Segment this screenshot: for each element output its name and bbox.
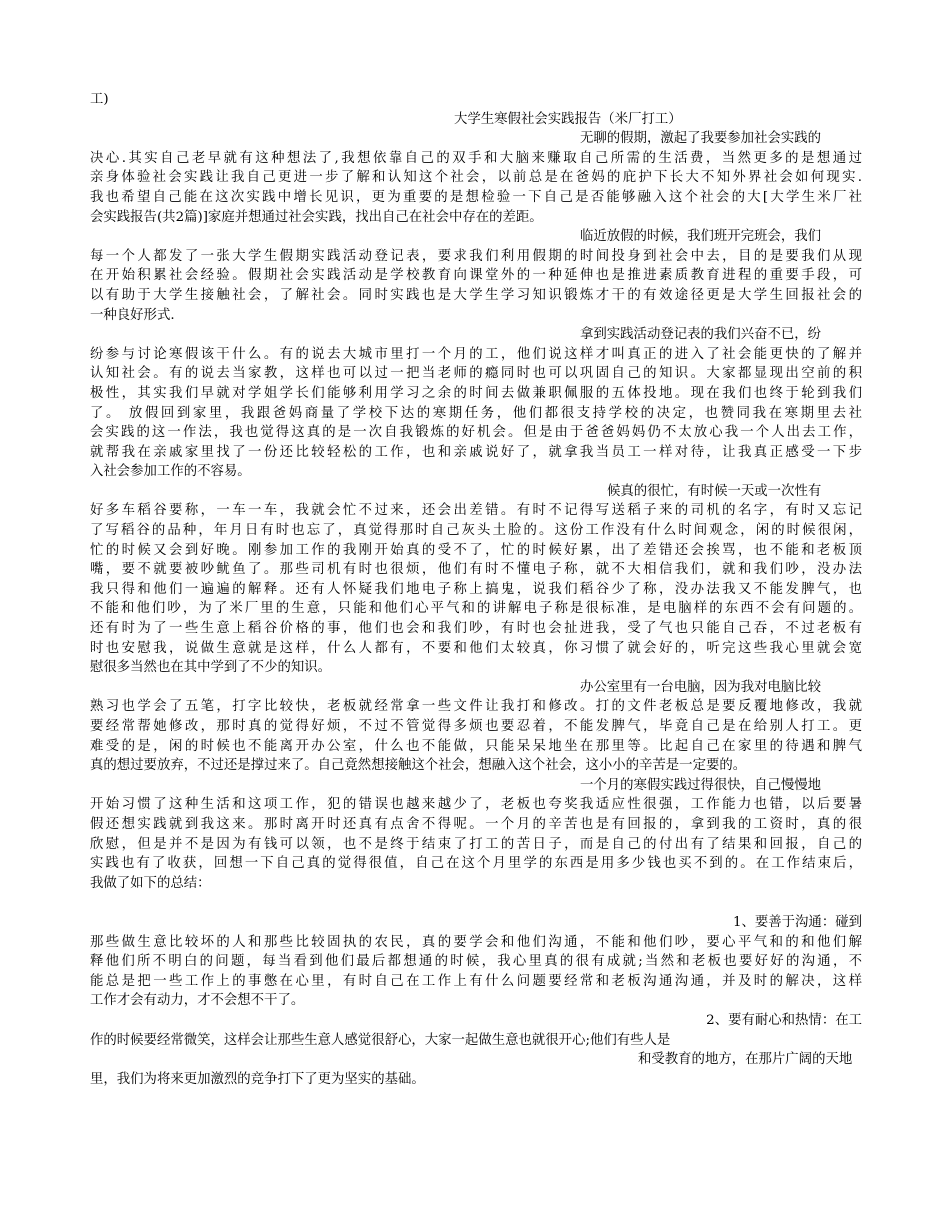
paragraph <box>90 1050 862 1089</box>
paragraph-lead: 2、要有耐心和热情：在工 <box>706 1012 862 1028</box>
paragraph <box>90 482 862 678</box>
paragraph-line: 在开始积累社会经验。假期社会实践活动是学校教育向课堂外的一种延伸也是推进素质教育进程的重要手段，可 <box>90 268 862 284</box>
paragraph-lead: 临近放假的时候，我们班开完班会，我们 <box>580 229 822 245</box>
paragraph-line: 还有时为了一些生意上稻谷价格的事，他们也会和我们吵，有时也会扯进我，受了气也只能自己吞，不过老板有 <box>90 621 862 637</box>
paragraph-line: 会实践报告(共2篇)]家庭并想通过社会实践，找出自己在社会中存在的差距。 <box>90 209 543 225</box>
paragraph-line: 我也希望自己能在这次实践中增长见识，更为重要的是想检验一下自己是否能够融入这个社会的大[大学生米厂社 <box>90 189 862 205</box>
paragraph-line: 真的想过要放弃，不过还是撑过来了。自己竟然想接触这个社会，想融入这个社会，这小小的辛苦是一定要的。 <box>90 758 747 774</box>
paragraph-line: 实践也有了收获，回想一下自己真的觉得很值，自己在这个月里学的东西是用多少钱也买不到的。在工作结束后， <box>90 856 862 872</box>
paragraph-line: 不能和他们吵，为了米厂里的生意，只能和他们心平气和的讲解电子称是很标准，是电脑样的东西不会有问题的。 <box>90 601 862 617</box>
top-fragment: 工) <box>90 92 109 107</box>
paragraph-lead: 1、要善于沟通：碰到 <box>732 914 862 930</box>
paragraph-line: 那些做生意比较坏的人和那些比较固执的农民，真的要学会和他们沟通，不能和他们吵，要心平气和的和他们解 <box>90 934 862 950</box>
document-page <box>90 90 862 1089</box>
paragraph-line: 一种良好形式. <box>90 307 175 323</box>
paragraph-line: 里，我们为将来更加激烈的竞争打下了更为坚实的基础。 <box>90 1071 425 1087</box>
paragraph-lead: 办公室里有一台电脑，因为我对电脑比较 <box>580 679 822 695</box>
paragraph-line: 时也安慰我，说做生意就是这样，什么人都有，不要和他们太较真，你习惯了就会好的，听完这些我心里就会宽 <box>90 640 862 656</box>
paragraph-line: 工作才会有动力，才不会想不干了。 <box>90 993 305 1009</box>
paragraph-line: 开始习惯了这种生活和这项工作，犯的错误也越来越少了，老板也夸奖我适应性很强，工作能力也错，以后要暑 <box>90 797 862 813</box>
paragraph-line: 纷参与讨论寒假该干什么。有的说去大城市里打一个月的工，他们说这样才叫真正的进入了社会能更快的了解并 <box>90 346 862 362</box>
paragraph-line: 好多车稻谷要称，一车一车，我就会忙不过来，还会出差错。有时不记得写送稻子来的司机的名字，有时又忘记 <box>90 503 862 519</box>
paragraph-line: 假还想实践就到我这来。那时离开时还真有点舍不得呢。一个月的辛苦也是有回报的，拿到我的工资时，真的很 <box>90 816 862 832</box>
paragraph-line: 慰很多当然也在其中学到了不少的知识。 <box>90 660 332 676</box>
paragraph-line: 释他们所不明白的问题，每当看到他们最后都想通的时候，我心里真的很有成就;当然和老板也要好好的沟通，不 <box>90 954 862 970</box>
paragraph-line: 欣慰，但是并不是因为有钱可以领，也不是终于结束了打工的苦日子，而是自己的付出有了结果和回报，自己的 <box>90 836 862 852</box>
paragraph-line: 我只得和他们一遍遍的解释。还有人怀疑我们地电子称上搞鬼，说我们稻谷少了称，没办法我又不能发脾气，也 <box>90 581 862 597</box>
paragraph-line: 忙的时候又会到好晚。刚参加工作的我刚开始真的受不了，忙的时候好累，出了差错还会挨骂，也不能和老板顶 <box>90 542 862 558</box>
paragraph-lead: 一个月的寒假实践过得很快，自己慢慢地 <box>580 777 822 793</box>
paragraph-line: 决心.其实自己老早就有这种想法了,我想依靠自己的双手和大脑来赚取自己所需的生活费，当然更多的是想通过 <box>90 150 862 166</box>
paragraph-line: 能总是把一些工作上的事憋在心里，有时自己在工作上有什么问题要经常和老板沟通沟通，并及时的解决，这样 <box>90 973 862 989</box>
blank-line <box>90 893 862 913</box>
paragraph-lead: 拿到实践活动登记表的我们兴奋不已，纷 <box>580 327 822 343</box>
paragraph <box>90 325 862 482</box>
paragraph <box>90 1011 862 1050</box>
paragraph-line: 每一个人都发了一张大学生假期实践活动登记表，要求我们利用假期的时间投身到社会中去，目的是要我们从现 <box>90 248 862 264</box>
paragraph-line: 作的时候要经常微笑，这样会让那些生意人感觉很舒心，大家一起做生意也就很开心;他们有些人是 <box>90 1032 671 1048</box>
paragraph <box>90 913 862 1011</box>
paragraph-line: 极性，其实我们早就对学姐学长们能够利用学习之余的时间去做兼职佩服的五体投地。现在我们也终于轮到我们 <box>90 385 862 401</box>
paragraph-line: 了写稻谷的品种，年月日有时也忘了，真觉得那时自己灰头土脸的。这份工作没有什么时间观念，闲的时候很闲， <box>90 523 862 539</box>
document-title: 大学生寒假社会实践报告（米厂打工） <box>454 111 682 127</box>
paragraph <box>90 776 862 894</box>
paragraph-line: 了。 放假回到家里，我跟爸妈商量了学校下达的寒期任务，他们都很支持学校的决定，也赞同我在寒期里去社 <box>90 405 862 421</box>
paragraph <box>90 129 862 227</box>
paragraph-line: 入社会参加工作的不容易。 <box>90 464 251 480</box>
paragraph-line: 嘴，要不就要被吵鱿鱼了。那些司机有时也很烦，他们有时不懂电子称，就不大相信我们，就和我们吵，没办法 <box>90 562 862 578</box>
paragraph-line: 以有助于大学生接触社会，了解社会。同时实践也是大学生学习知识锻炼才干的有效途径更是大学生回报社会的 <box>90 287 862 303</box>
paragraph-lead: 和受教育的地方，在那片广阔的天地 <box>638 1052 853 1068</box>
paragraph-line: 亲身体验社会实践让我自己更进一步了解和认知这个社会，以前总是在爸妈的庇护下长大不知外界社会如何现实. <box>90 170 862 186</box>
paragraph-lead: 候真的很忙，有时候一天或一次性有 <box>607 483 822 499</box>
paragraph-line: 熟习也学会了五笔，打字比较快，老板就经常拿一些文件让我打和修改。打的文件老板总是要反覆地修改，我就 <box>90 699 862 715</box>
paragraph-line: 认知社会。有的说去当家教，这样也可以过一把当老师的瘾同时也可以巩固自己的知识。大家都显现出空前的积 <box>90 366 862 382</box>
paragraph-lead: 无聊的假期，激起了我要参加社会实践的 <box>580 131 822 147</box>
paragraph <box>90 227 862 325</box>
paragraph-line: 要经常帮她修改，那时真的觉得好烦，不过不管觉得多烦也要忍着，不能发脾气，毕竟自己是在给别人打工。更 <box>90 719 862 734</box>
paragraph-line: 难受的是，闲的时候也不能离开办公室，什么也不能做，只能呆呆地坐在那里等。比起自己在家里的待遇和脾气 <box>90 738 862 754</box>
paragraph-line: 我做了如下的总结： <box>90 875 211 891</box>
paragraph <box>90 678 862 776</box>
paragraph-line: 会实践的这一作法，我也觉得这真的是一次自我锻炼的好机会。但是由于爸爸妈妈仍不太放心我一个人出去工作， <box>90 425 862 441</box>
paragraph-line: 就帮我在亲戚家里找了一份还比较轻松的工作，也和亲戚说好了，就拿我当员工一样对待，让我真正感受一下步 <box>90 444 862 460</box>
